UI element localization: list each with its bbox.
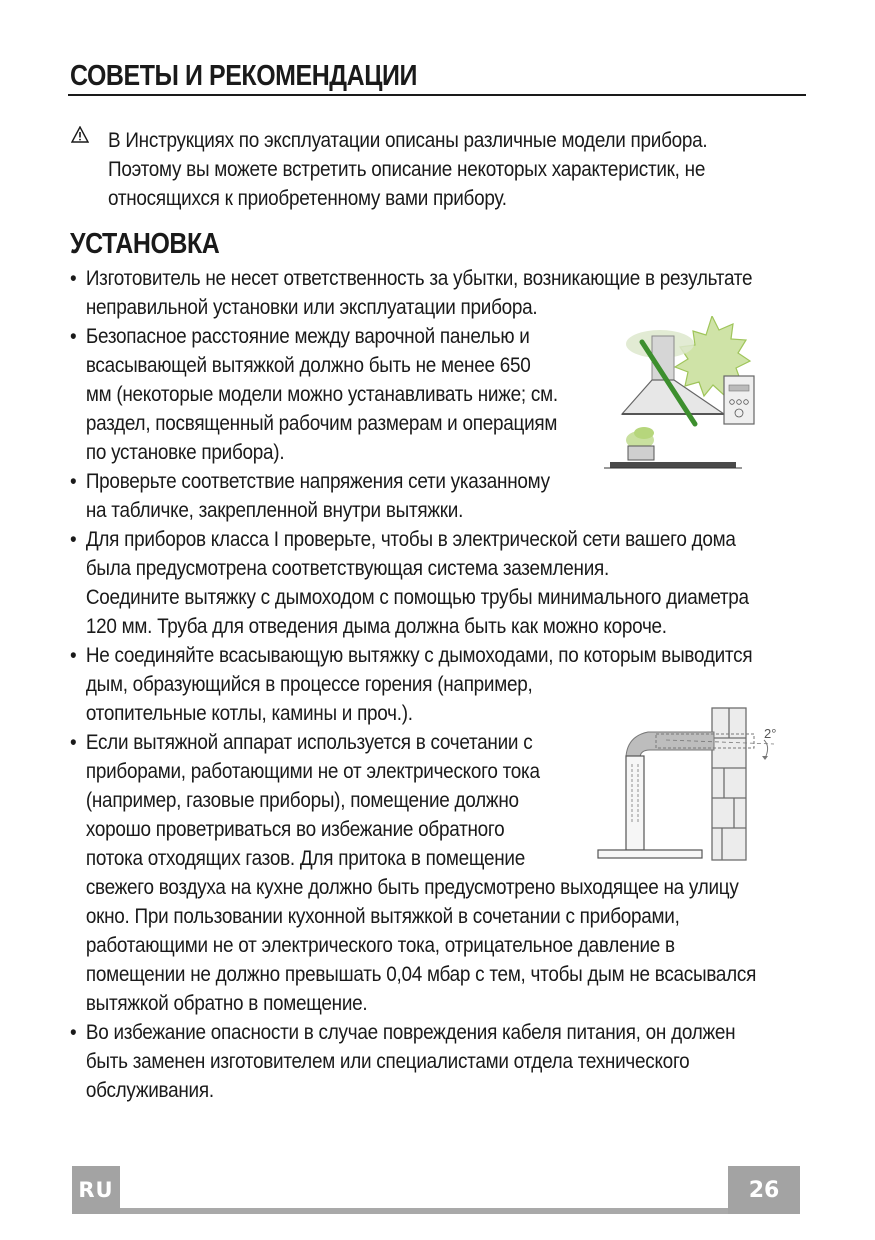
item-line: Изготовитель не несет ответственность за убытки, возникающие в результате	[85, 266, 753, 290]
item-line: работающими не от электрического тока, отрицательное давление в	[85, 933, 675, 957]
bullet: •	[70, 266, 77, 290]
bullet: •	[70, 643, 77, 667]
section-title-installation: УСТАНОВКА	[70, 228, 220, 260]
angle-label: 2°	[764, 726, 777, 741]
item-line: раздел, посвященный рабочим размерам и операциям	[85, 411, 558, 435]
hood-chimney-cover	[626, 756, 644, 850]
note-block	[108, 126, 737, 213]
hood-base	[598, 850, 702, 858]
chimney-connection-illustration	[596, 704, 786, 864]
item-line: была предусмотрена соответствующая система заземления.	[85, 556, 609, 580]
item-line: отопительные котлы, камины и проч.).	[85, 701, 413, 725]
language-tab: RU	[72, 1166, 120, 1214]
item-line: Безопасное расстояние между варочной панелью и	[85, 324, 530, 348]
note-line: Поэтому вы можете встретить описание некоторых характеристик, не	[108, 157, 706, 181]
item-line: потока отходящих газов. Для притока в помещение	[85, 846, 526, 870]
footer-bar	[72, 1208, 799, 1214]
cooktop	[610, 462, 736, 468]
hood-installation-illustration	[600, 316, 760, 472]
item-line: окно. При пользовании кухонной вытяжкой в сочетании с приборами,	[85, 904, 680, 928]
bullet: •	[70, 324, 77, 348]
item-line: быть заменен изготовителем или специалистами отдела технического	[85, 1049, 690, 1073]
item-line: на табличке, закрепленной внутри вытяжки.	[85, 498, 464, 522]
item-line: Если вытяжной аппарат используется в сочетании с	[85, 730, 533, 754]
item-line: Проверьте соответствие напряжения сети указанному	[85, 469, 550, 493]
item-line: по установке прибора).	[85, 440, 285, 464]
item-line: приборами, работающими не от электрического тока	[85, 759, 540, 783]
item-line: (например, газовые приборы), помещение должно	[85, 788, 519, 812]
item-line: мм (некоторые модели можно устанавливать ниже; см.	[85, 382, 558, 406]
item-line: 120 мм. Труба для отведения дыма должна быть как можно короче.	[85, 614, 667, 638]
item-line: дым, образующийся в процессе горения (например,	[85, 672, 533, 696]
note-line: относящихся к приобретенному вами прибору.	[108, 186, 507, 210]
brick-wall	[712, 708, 746, 860]
bullet: •	[70, 527, 77, 551]
item-line: Соедините вытяжку с дымоходом с помощью трубы минимального диаметра	[85, 585, 749, 609]
angle-arc	[764, 740, 768, 756]
item-line: всасывающей вытяжкой должно быть не менее 650	[85, 353, 531, 377]
warning-icon	[71, 126, 89, 143]
item-line: неправильной установки или эксплуатации прибора.	[85, 295, 538, 319]
item-line: обслуживания.	[85, 1078, 214, 1102]
item-line: вытяжкой обратно в помещение.	[85, 991, 368, 1015]
item-line: помещении не должно превышать 0,04 мбар с тем, чтобы дым не всасывался	[85, 962, 757, 986]
page-title: СОВЕТЫ И РЕКОМЕНДАЦИИ	[70, 60, 418, 92]
item-line: свежего воздуха на кухне должно быть предусмотрено выходящее на улицу	[85, 875, 739, 899]
item-line: Для приборов класса I проверьте, чтобы в электрической сети вашего дома	[85, 527, 736, 551]
title-divider	[68, 94, 806, 96]
note-line: В Инструкциях по эксплуатации описаны различные модели прибора.	[108, 128, 708, 152]
page-number: 26	[728, 1166, 800, 1214]
bullet: •	[70, 730, 77, 754]
item-line: Во избежание опасности в случае повреждения кабеля питания, он должен	[85, 1020, 736, 1044]
item-line: Не соединяйте всасывающую вытяжку с дымоходами, по которым выводится	[85, 643, 753, 667]
duct-elbow	[626, 732, 714, 758]
pot	[628, 446, 654, 460]
item-line: хорошо проветриваться во избежание обратного	[85, 817, 505, 841]
bullet: •	[70, 469, 77, 493]
bullet: •	[70, 1020, 77, 1044]
